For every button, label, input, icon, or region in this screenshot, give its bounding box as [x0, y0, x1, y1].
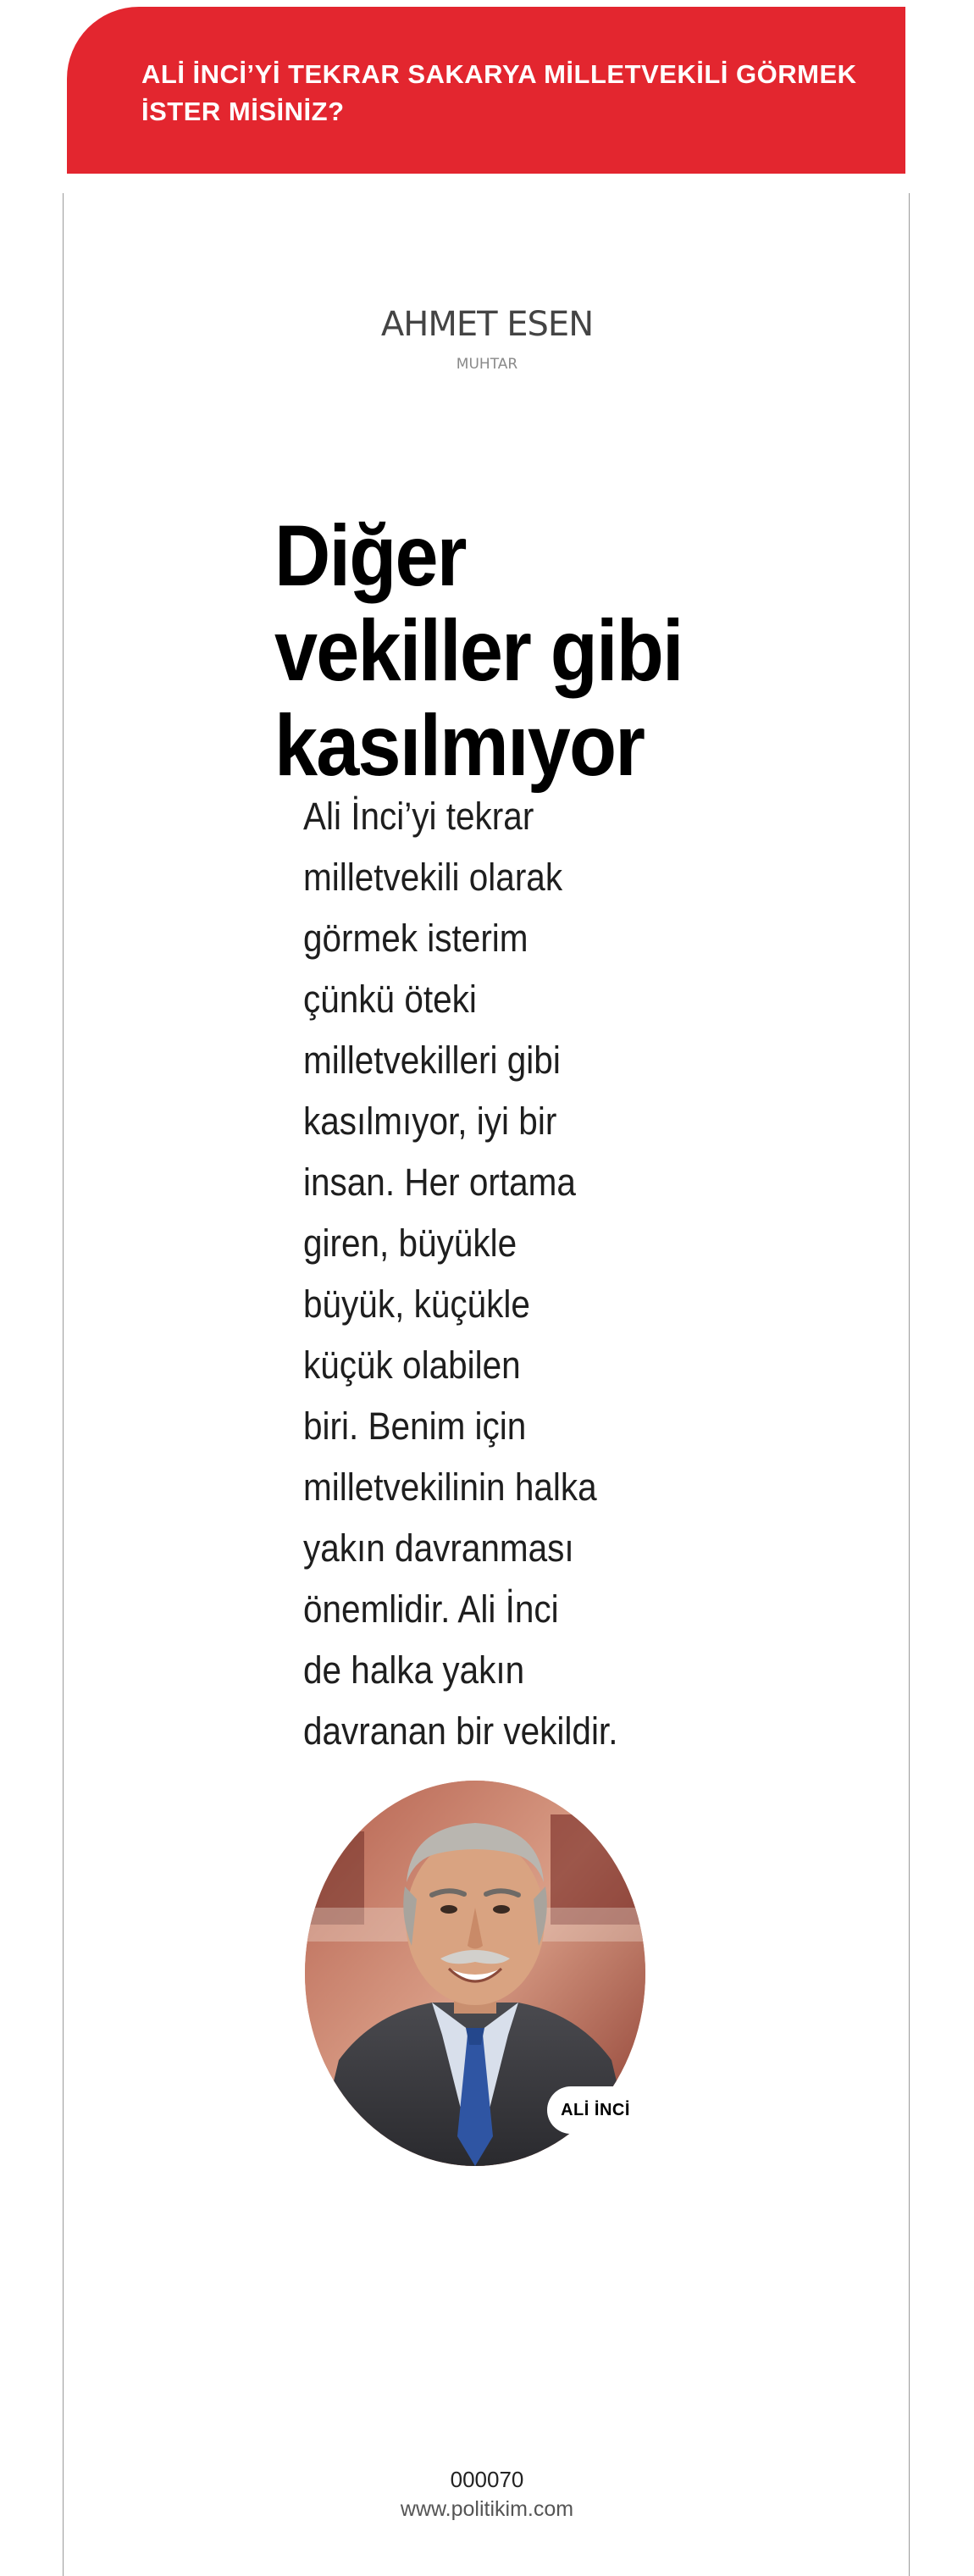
quote-line: biri. Benim için: [303, 1404, 527, 1448]
quote-line: görmek isterim: [303, 917, 529, 960]
quote-line: milletvekili olarak: [303, 856, 563, 899]
respondent-name: AHMET ESEN: [380, 305, 594, 344]
quote-line: yakın davranması: [303, 1526, 574, 1570]
quote-line: önemlidir. Ali İnci: [303, 1587, 559, 1631]
quote-line: insan. Her ortama: [303, 1161, 576, 1204]
quote-headline: Diğer vekiller gibi kasılmıyor: [274, 507, 683, 794]
left-border-rule: [63, 193, 64, 2576]
quote-body: [303, 786, 659, 1762]
header-banner: [67, 7, 905, 174]
quote-line: giren, büyükle: [303, 1222, 517, 1265]
respondent-role: MUHTAR: [456, 356, 518, 373]
right-border-rule: [909, 193, 910, 2576]
quote-line: kasılmıyor, iyi bir: [303, 1100, 557, 1143]
quote-line: milletvekilinin halka: [303, 1465, 597, 1509]
website-url: www.politikim.com: [400, 2497, 574, 2521]
header-title: ALİ İNCİ’Yİ TEKRAR SAKARYA MİLLETVEKİLİ GÖRMEK İSTER MİSİNİZ?: [141, 59, 857, 126]
quote-line: davranan bir vekildir.: [303, 1709, 618, 1753]
quote-line: Ali İnci’yi tekrar: [303, 795, 534, 838]
quote-line: küçük olabilen: [303, 1343, 521, 1387]
quote-line: de halka yakın: [303, 1648, 525, 1692]
quote-line: büyük, küçükle: [303, 1282, 530, 1326]
quote-line: milletvekilleri gibi: [303, 1039, 561, 1082]
quote-line: çünkü öteki: [303, 978, 477, 1021]
page-number: 000070: [450, 2467, 524, 2492]
portrait-name-label: ALİ İNCİ: [547, 2086, 644, 2134]
